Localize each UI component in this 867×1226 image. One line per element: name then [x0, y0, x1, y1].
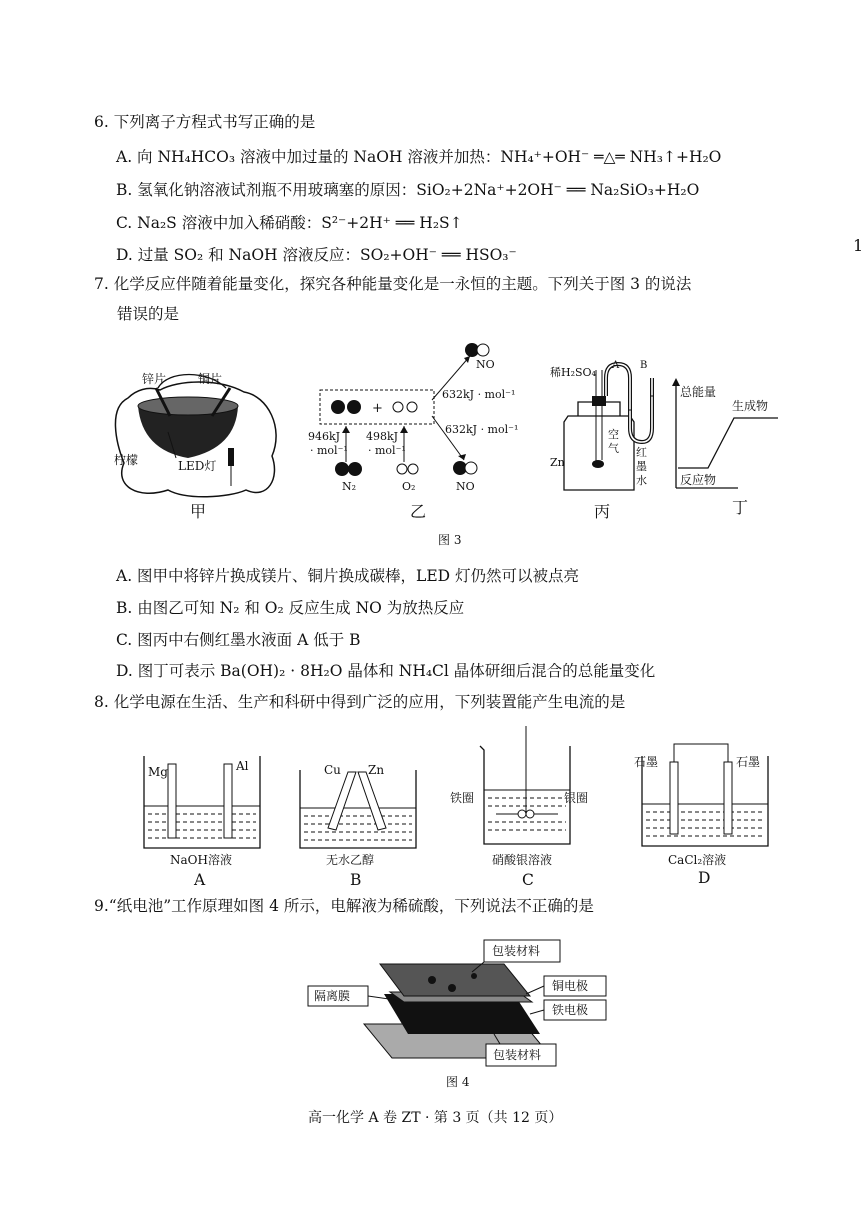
q6-stem: 6. 下列离子方程式书写正确的是	[94, 113, 316, 131]
bing-ink-2: 墨	[636, 460, 647, 473]
q9-stem: 9.“纸电池”工作原理如图 4 所示，电解液为稀硫酸，下列说法不正确的是	[94, 897, 594, 915]
q8-a-letter: A	[194, 871, 206, 889]
fig4-pack-top-label: 包装材料	[492, 944, 541, 958]
yi-o2-energy-2: · mol⁻¹	[368, 444, 406, 457]
ding-total-energy-label: 总能量	[680, 385, 717, 399]
bing-air-2: 气	[608, 442, 619, 455]
q8-a-solution: NaOH溶液	[170, 853, 232, 867]
fig4-fe-label: 铁电极	[552, 1003, 589, 1017]
q8-d-letter: D	[698, 869, 711, 887]
figure-3-yi-bond-energy	[300, 338, 540, 500]
q6-option-b: B. 氢氧化钠溶液试剂瓶不用玻璃塞的原因：SiO₂+2Na⁺+2OH⁻ ══ Na₂SiO₃+H₂O	[116, 181, 700, 199]
q8-a-left-label: Mg	[148, 765, 168, 779]
q7-option-d: D. 图丁可表示 Ba(OH)₂ · 8H₂O 晶体和 NH₄Cl 晶体研细后混合的总能量变化	[116, 662, 656, 680]
fig3-caption-jia: 甲	[190, 502, 207, 521]
q8-b-solution: 无水乙醇	[326, 853, 375, 867]
q7-option-a: A. 图甲中将锌片换成镁片、铜片换成碳棒，LED 灯仍然可以被点亮	[116, 567, 580, 585]
ding-reactant-label: 反应物	[680, 473, 717, 487]
q8-d-right-label: 石墨	[736, 755, 761, 769]
q8-b-right-label: Zn	[368, 763, 385, 777]
bing-b-label: B	[640, 360, 648, 371]
bing-ink-1: 红	[636, 446, 647, 459]
q8-device-a	[140, 754, 264, 850]
figure-3-label: 图 3	[438, 533, 462, 547]
fig4-pack-bottom-label: 包装材料	[493, 1048, 542, 1062]
page-side-mark: 1	[853, 236, 864, 255]
yi-energy-top: 632kJ · mol⁻¹	[442, 388, 516, 401]
yi-no-bottom-label: NO	[456, 480, 475, 493]
yi-no-top-label: NO	[476, 358, 495, 371]
bing-zn-label: Zn	[550, 456, 565, 469]
q8-device-d	[632, 742, 782, 850]
q8-device-b	[296, 760, 420, 850]
q6-option-d: D. 过量 SO₂ 和 NaOH 溶液反应：SO₂+OH⁻ ══ HSO₃⁻	[116, 246, 517, 264]
yi-o2-energy-1: 498kJ	[366, 430, 399, 443]
fig3-caption-ding: 丁	[732, 498, 749, 517]
q7-option-b: B. 由图乙可知 N₂ 和 O₂ 反应生成 NO 为放热反应	[116, 599, 465, 617]
q7-stem-line1: 7. 化学反应伴随着能量变化，探究各种能量变化是一永恒的主题。下列关于图 3 的说法	[94, 275, 692, 293]
bing-a-label: A	[612, 360, 620, 371]
q8-c-left-label: 铁圈	[450, 791, 475, 805]
bing-air-1: 空	[608, 428, 619, 441]
page-footer: 高一化学 A 卷 ZT · 第 3 页（共 12 页）	[308, 1110, 563, 1126]
q7-stem-line2: 错误的是	[117, 305, 180, 323]
q6-option-c: C. Na₂S 溶液中加入稀硝酸：S²⁻+2H⁺ ══ H₂S↑	[116, 214, 463, 232]
yi-energy-bottom: 632kJ · mol⁻¹	[445, 423, 519, 436]
fig3-caption-yi: 乙	[410, 502, 427, 521]
figure-3-bing-apparatus	[548, 356, 658, 496]
ding-product-label: 生成物	[732, 399, 769, 413]
q7-option-c: C. 图丙中右侧红墨水液面 A 低于 B	[116, 631, 361, 649]
q8-c-letter: C	[522, 871, 534, 889]
yi-n2-energy-1: 946kJ	[308, 430, 341, 443]
fig3-caption-bing: 丙	[594, 502, 611, 521]
figure-4-label: 图 4	[446, 1075, 470, 1089]
yi-n2-label: N₂	[342, 480, 357, 493]
bing-acid-label: 稀H₂SO₄	[550, 366, 596, 379]
fig4-membrane-label: 隔离膜	[314, 989, 351, 1003]
figure-4-paper-battery	[304, 936, 614, 1068]
q8-d-solution: CaCl₂溶液	[668, 853, 727, 867]
q8-d-left-label: 石墨	[634, 755, 659, 769]
q8-c-right-label: 银圈	[564, 791, 589, 805]
q8-b-letter: B	[350, 871, 362, 889]
q8-stem: 8. 化学电源在生活、生产和科研中得到广泛的应用，下列装置能产生电流的是	[94, 693, 626, 711]
fig4-cu-label: 铜电极	[552, 979, 589, 993]
jia-led-label: LED灯	[178, 459, 217, 473]
yi-o2-label: O₂	[402, 480, 416, 493]
jia-lemon-label: 柠檬	[114, 453, 139, 467]
q8-a-right-label: Al	[236, 759, 249, 773]
q8-b-left-label: Cu	[324, 763, 341, 777]
q8-c-solution: 硝酸银溶液	[492, 853, 553, 867]
figure-3-ding-energy-diagram	[668, 376, 788, 490]
q6-option-a: A. 向 NH₄HCO₃ 溶液中加过量的 NaOH 溶液并加热：NH₄⁺+OH⁻ ═△═ NH₃↑+H₂O	[116, 148, 722, 166]
bing-ink-3: 水	[636, 474, 647, 487]
q8-device-c	[446, 726, 606, 850]
jia-zinc-label: 锌片	[142, 372, 167, 386]
yi-n2-energy-2: · mol⁻¹	[310, 444, 348, 457]
yi-plus: +	[372, 401, 383, 416]
jia-copper-label: 铜片	[198, 372, 223, 386]
